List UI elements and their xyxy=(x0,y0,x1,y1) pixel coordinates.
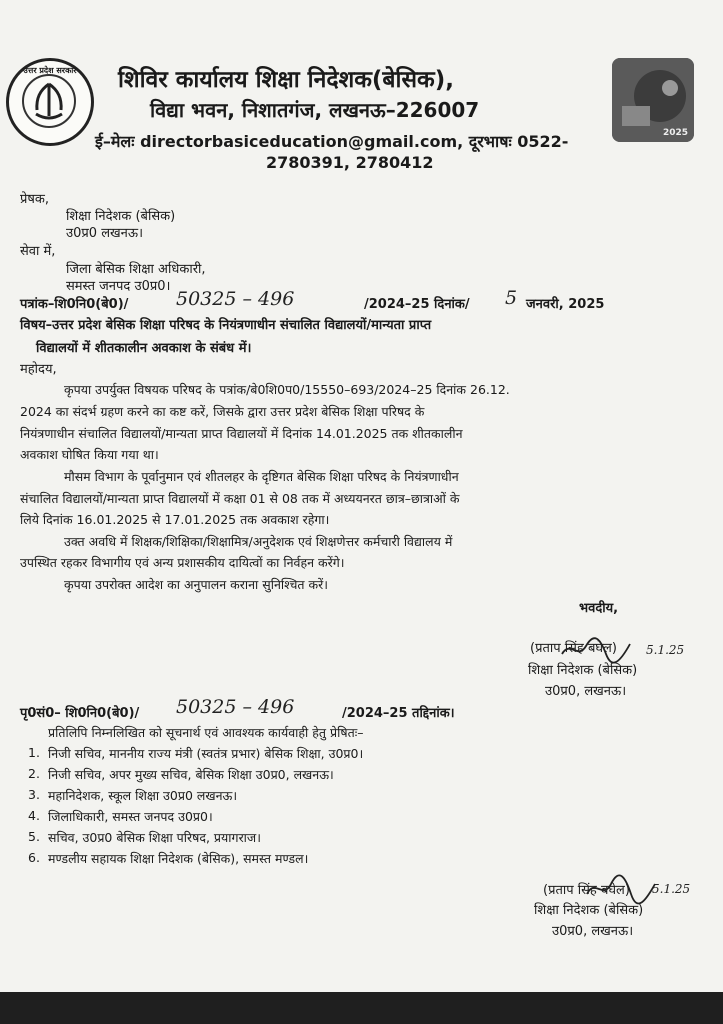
subject-line-1: विषय–उत्तर प्रदेश बेसिक शिक्षा परिषद के नियंत्रणाधीन संचालित विद्यालयों/मान्यता प्राप्त xyxy=(20,318,432,333)
letter-reference-year: /2024–25 दिनांक/ xyxy=(364,297,470,312)
recipient-label: सेवा में, xyxy=(20,244,56,259)
copy-item-text: मण्डलीय सहायक शिक्षा निदेशक (बेसिक), समस्त मण्डल। xyxy=(48,851,309,866)
emblem-text: उत्तर प्रदेश सरकार xyxy=(23,66,77,75)
signatory-title-2: शिक्षा निदेशक (बेसिक) xyxy=(534,903,644,918)
para1-line1: कृपया उपर्युक्त विषयक परिषद के पत्रांक/बे0शि0प0/15550–693/2024–25 दिनांक 26.12. xyxy=(64,382,510,397)
copy-item-num: 1. xyxy=(28,745,40,760)
signatory-place-2: उ0प्र0, लखनऊ। xyxy=(552,924,634,939)
signatory-place: उ0प्र0, लखनऊ। xyxy=(545,684,627,699)
sender-label: प्रेषक, xyxy=(20,192,50,207)
copy-item-num: 2. xyxy=(28,766,40,781)
para4: कृपया उपरोक्त आदेश का अनुपालन कराना सुनिश्चित करें। xyxy=(64,577,328,592)
office-phone-line: 2780391, 2780412 xyxy=(266,153,434,172)
bottom-shadow-band xyxy=(0,992,723,1024)
recipient-place: समस्त जनपद उ0प्र0। xyxy=(66,279,171,294)
copy-item-text: महानिदेशक, स्कूल शिक्षा उ0प्र0 लखनऊ। xyxy=(48,788,238,803)
para3-line2: उपस्थित रहकर विभागीय एवं अन्य प्रशासकीय दायित्वों का निर्वहन करेंगे। xyxy=(20,555,345,570)
copy-item-text: निजी सचिव, माननीय राज्य मंत्री (स्वतंत्र प्रभार) बेसिक शिक्षा, उ0प्र0। xyxy=(48,746,364,761)
copy-reference-number-handwritten: 50325 – 496 xyxy=(176,696,295,718)
up-government-emblem xyxy=(6,58,94,146)
sender-place: उ0प्र0 लखनऊ। xyxy=(66,226,143,241)
letter-reference-number-handwritten: 50325 – 496 xyxy=(176,288,295,310)
copy-item-text: जिलाधिकारी, समस्त जनपद उ0प्र0। xyxy=(48,809,213,824)
copy-item-num: 5. xyxy=(28,829,40,844)
letter-reference-prefix: पत्रांक–शि0नि0(बे0)/ xyxy=(20,297,129,312)
emblem-icon xyxy=(24,76,74,126)
office-email-line: ई–मेलः directorbasiceducation@gmail.com, दूरभाषः 0522- xyxy=(95,132,569,151)
signatory-title: शिक्षा निदेशक (बेसिक) xyxy=(528,663,638,678)
para1-line4: अवकाश घोषित किया गया था। xyxy=(20,447,159,462)
recipient-designation: जिला बेसिक शिक्षा अधिकारी, xyxy=(66,262,206,277)
campaign-badge-image xyxy=(612,58,694,142)
letter-date-day-handwritten: 5 xyxy=(505,287,518,309)
subject-line-2: विद्यालयों में शीतकालीन अवकाश के संबंध में। xyxy=(36,341,252,356)
para2-line2: संचालित विद्यालयों/मान्यता प्राप्त विद्यालयों में कक्षा 01 से 08 तक में अध्ययनरत छात्र–छात्राओं के xyxy=(20,491,460,506)
para2-line1: मौसम विभाग के पूर्वानुमान एवं शीतलहर के दृष्टिगत बेसिक शिक्षा परिषद के नियंत्रणाधीन xyxy=(64,469,459,484)
emblem-inner-ring xyxy=(22,74,76,128)
para1-line2: 2024 का संदर्भ ग्रहण करने का कष्ट करें, जिसके द्वारा उत्तर प्रदेश बेसिक शिक्षा परिषद के xyxy=(20,404,425,419)
para1-line3: नियंत्रणाधीन संचालित विद्यालयों/मान्यता प्राप्त विद्यालयों में दिनांक 14.01.2025 तक शीतकालीन xyxy=(20,426,463,441)
signatory-name: (प्रताप सिंह बघेल) xyxy=(530,641,617,656)
signature-date-1: 5.1.25 xyxy=(646,643,685,657)
closing: भवदीय, xyxy=(579,601,619,616)
copy-reference-suffix: /2024–25 तद्दिनांक। xyxy=(342,706,455,721)
copy-item-text: सचिव, उ0प्र0 बेसिक शिक्षा परिषद, प्रयागराज। xyxy=(48,830,261,845)
office-address: विद्या भवन, निशातगंज, लखनऊ–226007 xyxy=(150,98,480,122)
letter-date-month: जनवरी, 2025 xyxy=(526,297,605,312)
badge-year: 2025 xyxy=(662,128,688,138)
para2-line3: लिये दिनांक 16.01.2025 से 17.01.2025 तक अवकाश रहेगा। xyxy=(20,512,330,527)
copy-item-num: 4. xyxy=(28,808,40,823)
sender-designation: शिक्षा निदेशक (बेसिक) xyxy=(66,209,176,224)
copy-item-num: 6. xyxy=(28,850,40,865)
signatory-name-2: (प्रताप सिंह बघेल) xyxy=(543,883,630,898)
copy-intro: प्रतिलिपि निम्नलिखित को सूचनार्थ एवं आवश्यक कार्यवाही हेतु प्रेषितः– xyxy=(48,725,364,740)
copy-reference-prefix: पृ0सं0– शि0नि0(बे0)/ xyxy=(20,706,140,721)
signature-date-2: 5.1.25 xyxy=(652,882,691,896)
salutation: महोदय, xyxy=(20,362,57,377)
copy-item-text: निजी सचिव, अपर मुख्य सचिव, बेसिक शिक्षा उ0प्र0, लखनऊ। xyxy=(48,767,334,782)
para3-line1: उक्त अवधि में शिक्षक/शिक्षिका/शिक्षामित्र/अनुदेशक एवं शिक्षणेत्तर कर्मचारी विद्यालय में xyxy=(64,534,453,549)
office-title: शिविर कार्यालय शिक्षा निदेशक(बेसिक), xyxy=(118,67,454,93)
copy-item-num: 3. xyxy=(28,787,40,802)
